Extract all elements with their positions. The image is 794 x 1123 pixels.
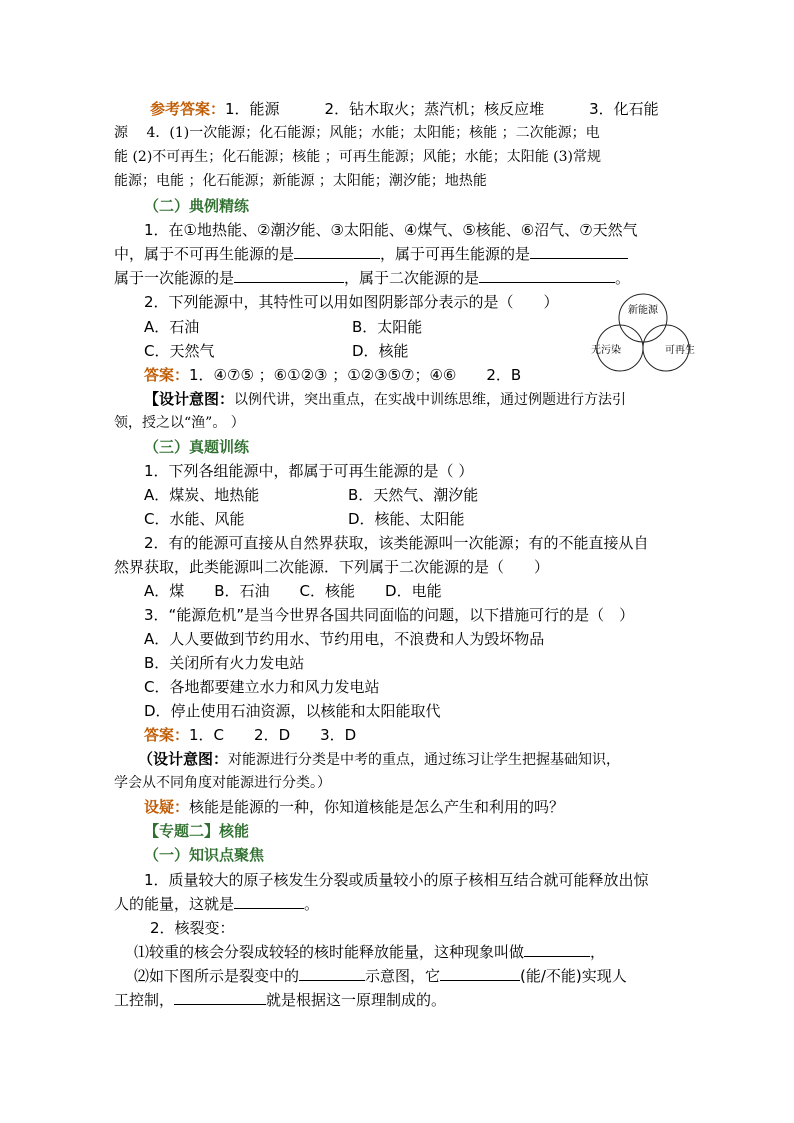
exam-q3-option-d: D．停止使用石油资源，以核能和太阳能取代 <box>144 702 441 720</box>
exam-q3-option-b: B．关闭所有火力发电站 <box>144 654 305 672</box>
example-q2-stem: 2．下列能源中，其特性可以用如图阴影部分表示的是（ ） <box>144 293 559 311</box>
reference-answer-line-2: 源 4．(1)一次能源；化石能源；风能；水能；太阳能；核能 ；二次能源；电 <box>114 125 600 141</box>
exam-q2-line-1: 2．有的能源可直接从自然界获取，该类能源叫一次能源；有的不能直接从自 <box>144 534 649 552</box>
exam-answer-line: 答案：1．C 2．D 3．D <box>144 726 357 744</box>
example-q1-line-2: 中，属于不可再生能源的是 ，属于可再生能源的是 <box>114 243 628 265</box>
topic-p1-line-2: 人的能量，这就是 。 <box>114 895 320 913</box>
example-q1-line-1: 1．在①地热能、②潮汐能、③太阳能、④煤气、⑤核能、⑥沼气、⑦天然气 <box>144 221 638 239</box>
doubt-line: 设疑：核能是能源的一种，你知道核能是怎么产生和利用的吗？ <box>144 798 565 816</box>
reference-answer-line-1: 参考答案：1．能源 2．钻木取火；蒸汽机；核反应堆 3．化石能 <box>150 100 659 118</box>
topic-heading-nuclear: 【专题二】核能 <box>144 822 250 840</box>
example-answer-label: 答案： <box>144 366 190 384</box>
example-intent-line-2: 领，授之以“渔”。 ） <box>114 415 245 431</box>
exam-q1-option-a: A．煤炭、地热能 <box>144 486 260 504</box>
topic-p1-line-1: 1．质量较大的原子核发生分裂或质量较小的原子核相互结合就可能释放出惊 <box>144 871 649 889</box>
doubt-label: 设疑： <box>144 798 190 816</box>
topic-p2: 2．核裂变： <box>150 919 235 937</box>
blank-diagram-type <box>299 965 365 981</box>
exam-intent-label: （设计意图： <box>138 750 229 768</box>
example-intent-line-1: 【设计意图：以例代讲，突出重点，在实战中训练思维，通过例题进行方法引 <box>144 390 627 408</box>
blank-fission-name <box>524 941 590 957</box>
example-q2-option-c: C．天然气 <box>144 342 215 360</box>
exam-q1-stem: 1．下列各组能源中，都属于可再生能源的是（ ） <box>144 462 474 480</box>
blank-primary <box>234 267 344 283</box>
exam-q2-line-2: 然界获取，此类能源叫二次能源．下列属于二次能源的是（ ） <box>114 558 550 576</box>
exam-q3-stem: 3．“能源危机”是当今世界各国共同面临的问题，以下措施可行的是（ ） <box>144 606 635 624</box>
exam-q1-option-c: C．水能、风能 <box>144 510 245 528</box>
reference-answer-line-3: 能 (2)不可再生；化石能源；核能 ；可再生能源；风能；水能；太阳能 (3)常规 <box>114 149 602 165</box>
example-answer-line: 答案：1．④⑦⑤ ；⑥①②③ ；①②③⑤⑦；④⑥ 2．B <box>144 366 522 384</box>
blank-secondary <box>479 267 615 283</box>
venn-label-right: 可再生 <box>665 345 695 356</box>
topic-p3: ⑴较重的核会分裂成较轻的核时能释放能量，这种现象叫做 ， <box>134 943 606 961</box>
topic-p4: ⑵如下图所示是裂变中的 示意图，它 (能/不能)实现人 <box>134 967 627 985</box>
topic-p5: 工控制， 就是根据这一原理制成的。 <box>114 991 447 1009</box>
blank-renewable <box>530 243 628 259</box>
venn-label-left: 无污染 <box>591 345 621 356</box>
example-q2-option-b: B．太阳能 <box>352 318 423 336</box>
topic-subheading-knowledge: （一）知识点聚焦 <box>144 846 265 864</box>
blank-nonrenewable <box>294 243 380 259</box>
exam-q3-option-a: A．人人要做到节约用水、节约用电，不浪费和人为毁坏物品 <box>144 630 545 648</box>
reference-answer-line-4: 能源；电能 ；化石能源；新能源 ；太阳能；潮汐能；地热能 <box>114 173 487 189</box>
reference-answer-label: 参考答案： <box>150 100 226 118</box>
exam-q1-option-d: D．核能、太阳能 <box>348 510 465 528</box>
exam-q2-options: A．煤 B．石油 C．核能 D．电能 <box>144 582 442 600</box>
blank-nuclear-energy <box>234 893 304 909</box>
venn-diagram <box>584 292 702 374</box>
example-intent-label: 【设计意图： <box>144 390 235 408</box>
section-heading-exam: （三）真题训练 <box>144 438 250 456</box>
blank-can-control <box>440 965 520 981</box>
venn-circle-top <box>619 294 667 342</box>
exam-intent-line-2: 学会从不同角度对能源进行分类。） <box>114 775 331 791</box>
example-q1-line-3: 属于一次能源的是 ，属于二次能源的是 。 <box>114 269 631 287</box>
exam-q3-option-c: C．各地都要建立水力和风力发电站 <box>144 678 380 696</box>
section-heading-examples: （二）典例精练 <box>144 197 250 215</box>
blank-device <box>174 989 266 1005</box>
example-q2-option-a: A．石油 <box>144 318 200 336</box>
example-q2-option-d: D．核能 <box>352 342 409 360</box>
exam-answer-label: 答案： <box>144 726 190 744</box>
venn-label-top: 新能源 <box>628 305 658 316</box>
exam-q1-option-b: B．天然气、潮汐能 <box>348 486 479 504</box>
exam-intent-line-1: （设计意图：对能源进行分类是中考的重点，通过练习让学生把握基础知识， <box>138 750 621 768</box>
